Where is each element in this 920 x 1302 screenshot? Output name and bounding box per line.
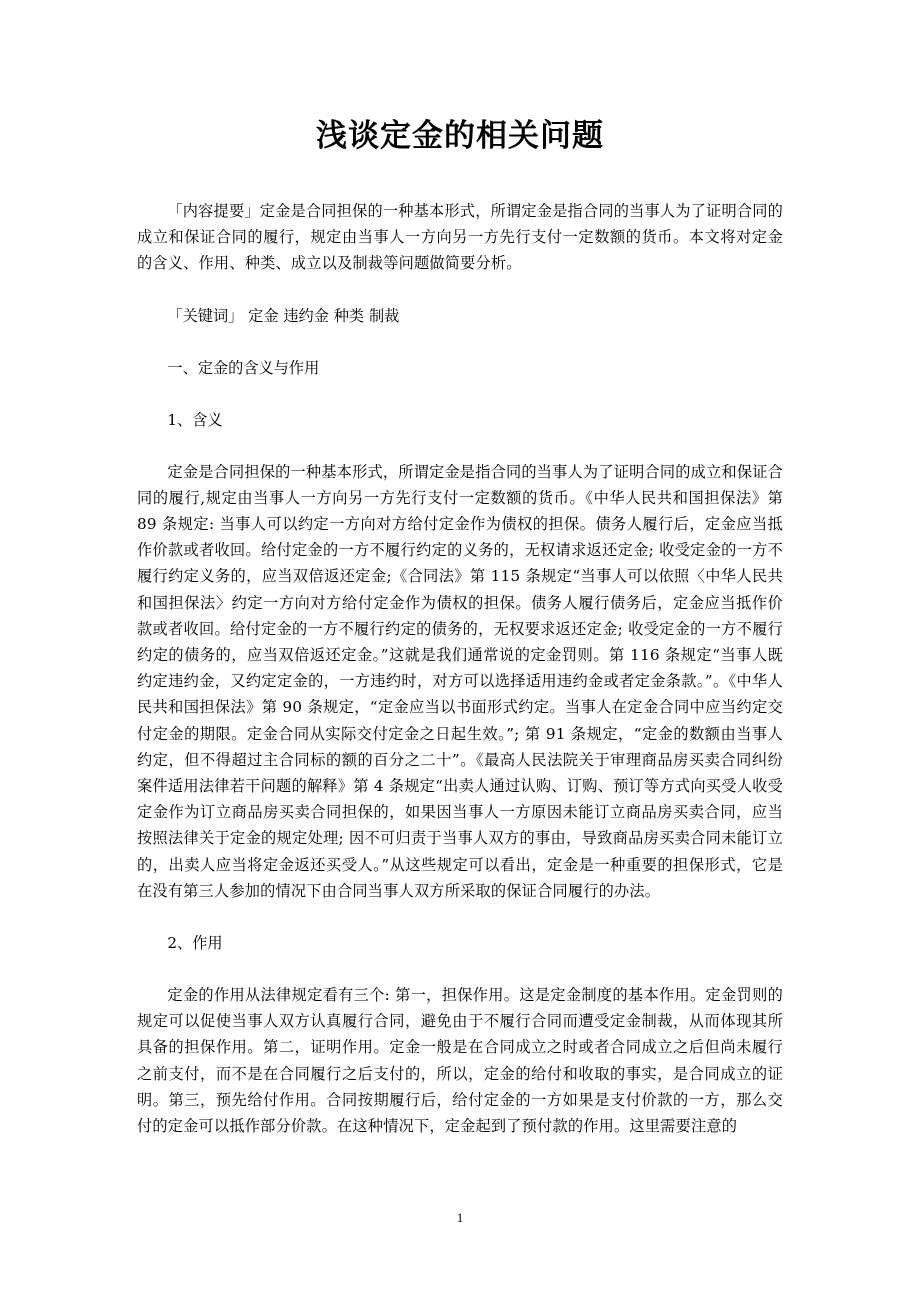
- meaning-paragraph: 定金是合同担保的一种基本形式，所谓定金是指合同的当事人为了证明合同的成立和保证合同的履行,规定由当事人一方向另一方先行支付一定数额的货币。《中华人民共和国担保法》第 89 条规定: 当事人可以约定一方向对方给付定金作为债权的担保。债务人履行后，定金应当抵作价款或者收回。给付定金的一方不履行约定的义务的，无权请求返还定金; 收受定金的一方不履行约定义务的，应当双倍返还定金;《合同法》第 115 条规定“当事人可以依照〈中华人民共和国担保法〉约定一方向对方给付定金作为债权的担保。债务人履行债务后，定金应当抵作价款或者收回。给付定金的一方不履行约定的债务的，无权要求返还定金; 收受定金的一方不履行约定的债务的，应当双倍返还定金。”这就是我们通常说的定金罚则。第 116 条规定“当事人既约定违约金，又约定定金的，一方违约时，对方可以选择适用违约金或者定金条款。”。《中华人民共和国担保法》第 90 条规定，“定金应当以书面形式约定。当事人在定金合同中应当约定交付定金的期限。定金合同从实际交付定金之日起生效。”; 第 91 条规定，“定金的数额由当事人约定，但不得超过主合同标的额的百分之二十”。《最高人民法院关于审理商品房买卖合同纠纷案件适用法律若干问题的解释》第 4 条规定“出卖人通过认购、订购、预订等方式向买受人收受定金作为订立商品房买卖合同担保的，如果因当事人一方原因未能订立商品房买卖合同，应当按照法律关于定金的规定处理; 因不可归责于当事人双方的事由，导致商品房买卖合同未能订立的，出卖人应当将定金返还买受人。”从这些规定可以看出，定金是一种重要的担保形式，它是在没有第三人参加的情况下由合同当事人双方所采取的保证合同履行的办法。: [137, 462, 783, 900]
- spacer: [137, 956, 783, 982]
- spacer: [137, 433, 783, 459]
- subsection-heading-function: 2、作用: [167, 934, 223, 953]
- subsection-heading-meaning: 1、含义: [167, 410, 223, 429]
- function-paragraph: 定金的作用从法律规定看有三个: 第一，担保作用。这是定金制度的基本作用。定金罚则的规定可以促使当事人双方认真履行合同，避免由于不履行合同而遭受定金制裁，从而体现其所具备的担保作用。第二，证明作用。定金一般是在合同成立之时或者合同成立之后但尚未履行之前支付，而不是在合同履行之后支付的，所以，定金的给付和收取的事实，是合同成立的证明。第三，预先给付作用。合同按期履行后，给付定金的一方如果是支付价款的一方，那么交付的定金可以抵作部分价款。在这种情况下，定金起到了预付款的作用。这里需要注意的: [137, 986, 783, 1136]
- spacer: [137, 277, 783, 303]
- section-heading-1: 一、定金的含义与作用: [167, 358, 320, 377]
- document-page: [137, 108, 783, 1139]
- abstract-paragraph: 「内容提要」定金是合同担保的一种基本形式，所谓定金是指合同的当事人为了证明合同的成立和保证合同的履行，规定由当事人一方向另一方先行支付一定数额的货币。本文将对定金的含义、作用、种类、成立以及制裁等问题做简要分析。: [137, 202, 783, 273]
- document-title: 浅谈定金的相关问题: [316, 118, 604, 154]
- spacer: [137, 329, 783, 355]
- spacer: [137, 381, 783, 407]
- spacer: [137, 904, 783, 930]
- page-number: 1: [456, 1210, 464, 1225]
- keywords-line: 「关键词」 定金 违约金 种类 制裁: [167, 306, 400, 325]
